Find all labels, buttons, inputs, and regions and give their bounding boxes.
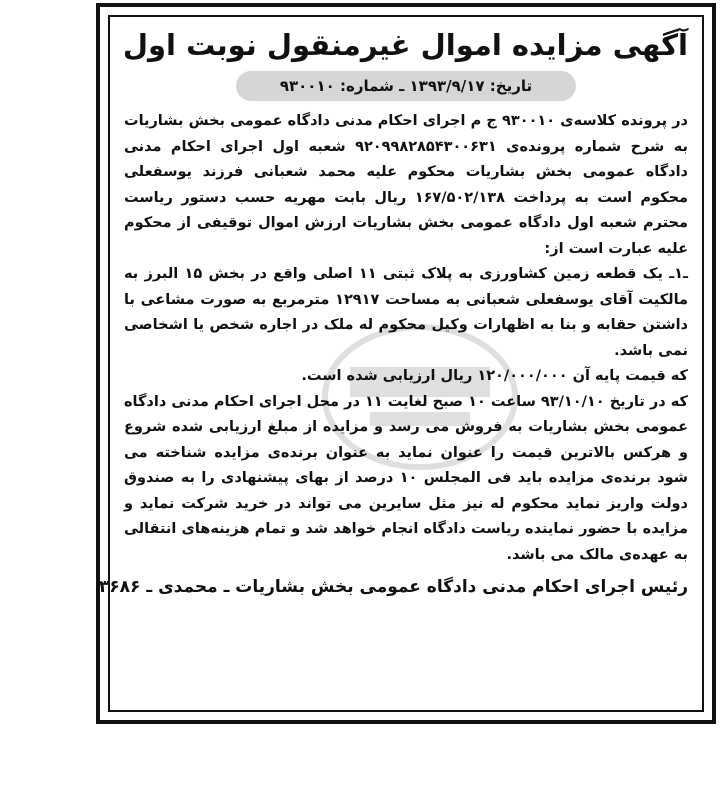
notice-title: آگهی مزایده اموال غیرمنقول نوبت اول [122,28,688,62]
body-paragraph: که قیمت پایه آن ۱۲۰/۰۰۰/۰۰۰ ریال ارزیابی شده است. [301,368,688,384]
body-paragraph: که در تاریخ ۹۳/۱۰/۱۰ ساعت ۱۰ صبح لغایت ۱۱ در محل اجرای احکام مدنی دادگاه عمومی بخش بشاریات به فروش می رسد و مزایده از مبلغ ارزیابی شده شروع و هرکس بالاترین قیمت را عنوان نماید به عنوان برنده‌ی مزایده شناخته می شود برنده‌ی مزایده باید فی المجلس ۱۰ درصد از بهای پیشنهادی را به صندوق دولت واریز نماید محکوم له نیز مثل سایرین می تواند در خرید شرکت نماید و مزایده با حضور نماینده ریاست دادگاه انجام خواهد شد و تمام هزینه‌های انتقالی به عهده‌ی مالک می باشد. [124,393,688,563]
signature-line: رئیس اجرای احکام مدنی دادگاه عمومی بخش بشاریات ـ محمدی ـ ۳۶۸۶ [98,577,688,597]
date-number-badge: تاریخ: ۱۳۹۳/۹/۱۷ ـ شماره: ۹۳۰۰۱۰ [236,71,576,101]
body-paragraph: ـ۱ـ یک قطعه زمین کشاورزی به پلاک ثبتی ۱۱ اصلی واقع در بخش ۱۵ البرز به مالکیت آقای یوسفعلی شعبانی به مساحت ۱۲۹۱۷ مترمربع به صورت مشاعی با داشتن حقابه و بنا به اظهارات وکیل محکوم له ملک در اجاره شخص یا اشخاصی نمی باشد. [124,266,689,359]
notice-inner-frame [98,15,704,712]
notice-body [124,109,688,568]
notice-outer-frame [96,3,716,724]
body-paragraph: در پرونده کلاسه‌ی ۹۳۰۰۱۰ ج م اجرای احکام مدنی دادگاه عمومی بخش بشاریات به شرح شماره پرونده‌ی ۹۲۰۹۹۸۲۸۵۴۳۰۰۶۳۱ شعبه اول اجرای احکام مدنی دادگاه عمومی بخش بشاریات محکوم علیه محمد شعبانی فرزند یوسفعلی محکوم است به پرداخت ۱۶۷/۵۰۲/۱۳۸ ریال بابت مهریه حسب دستور ریاست محترم شعبه اول دادگاه عمومی بخش بشاریات ارزش اموال توقیفی از محکوم علیه عبارت است از: [124,113,689,257]
